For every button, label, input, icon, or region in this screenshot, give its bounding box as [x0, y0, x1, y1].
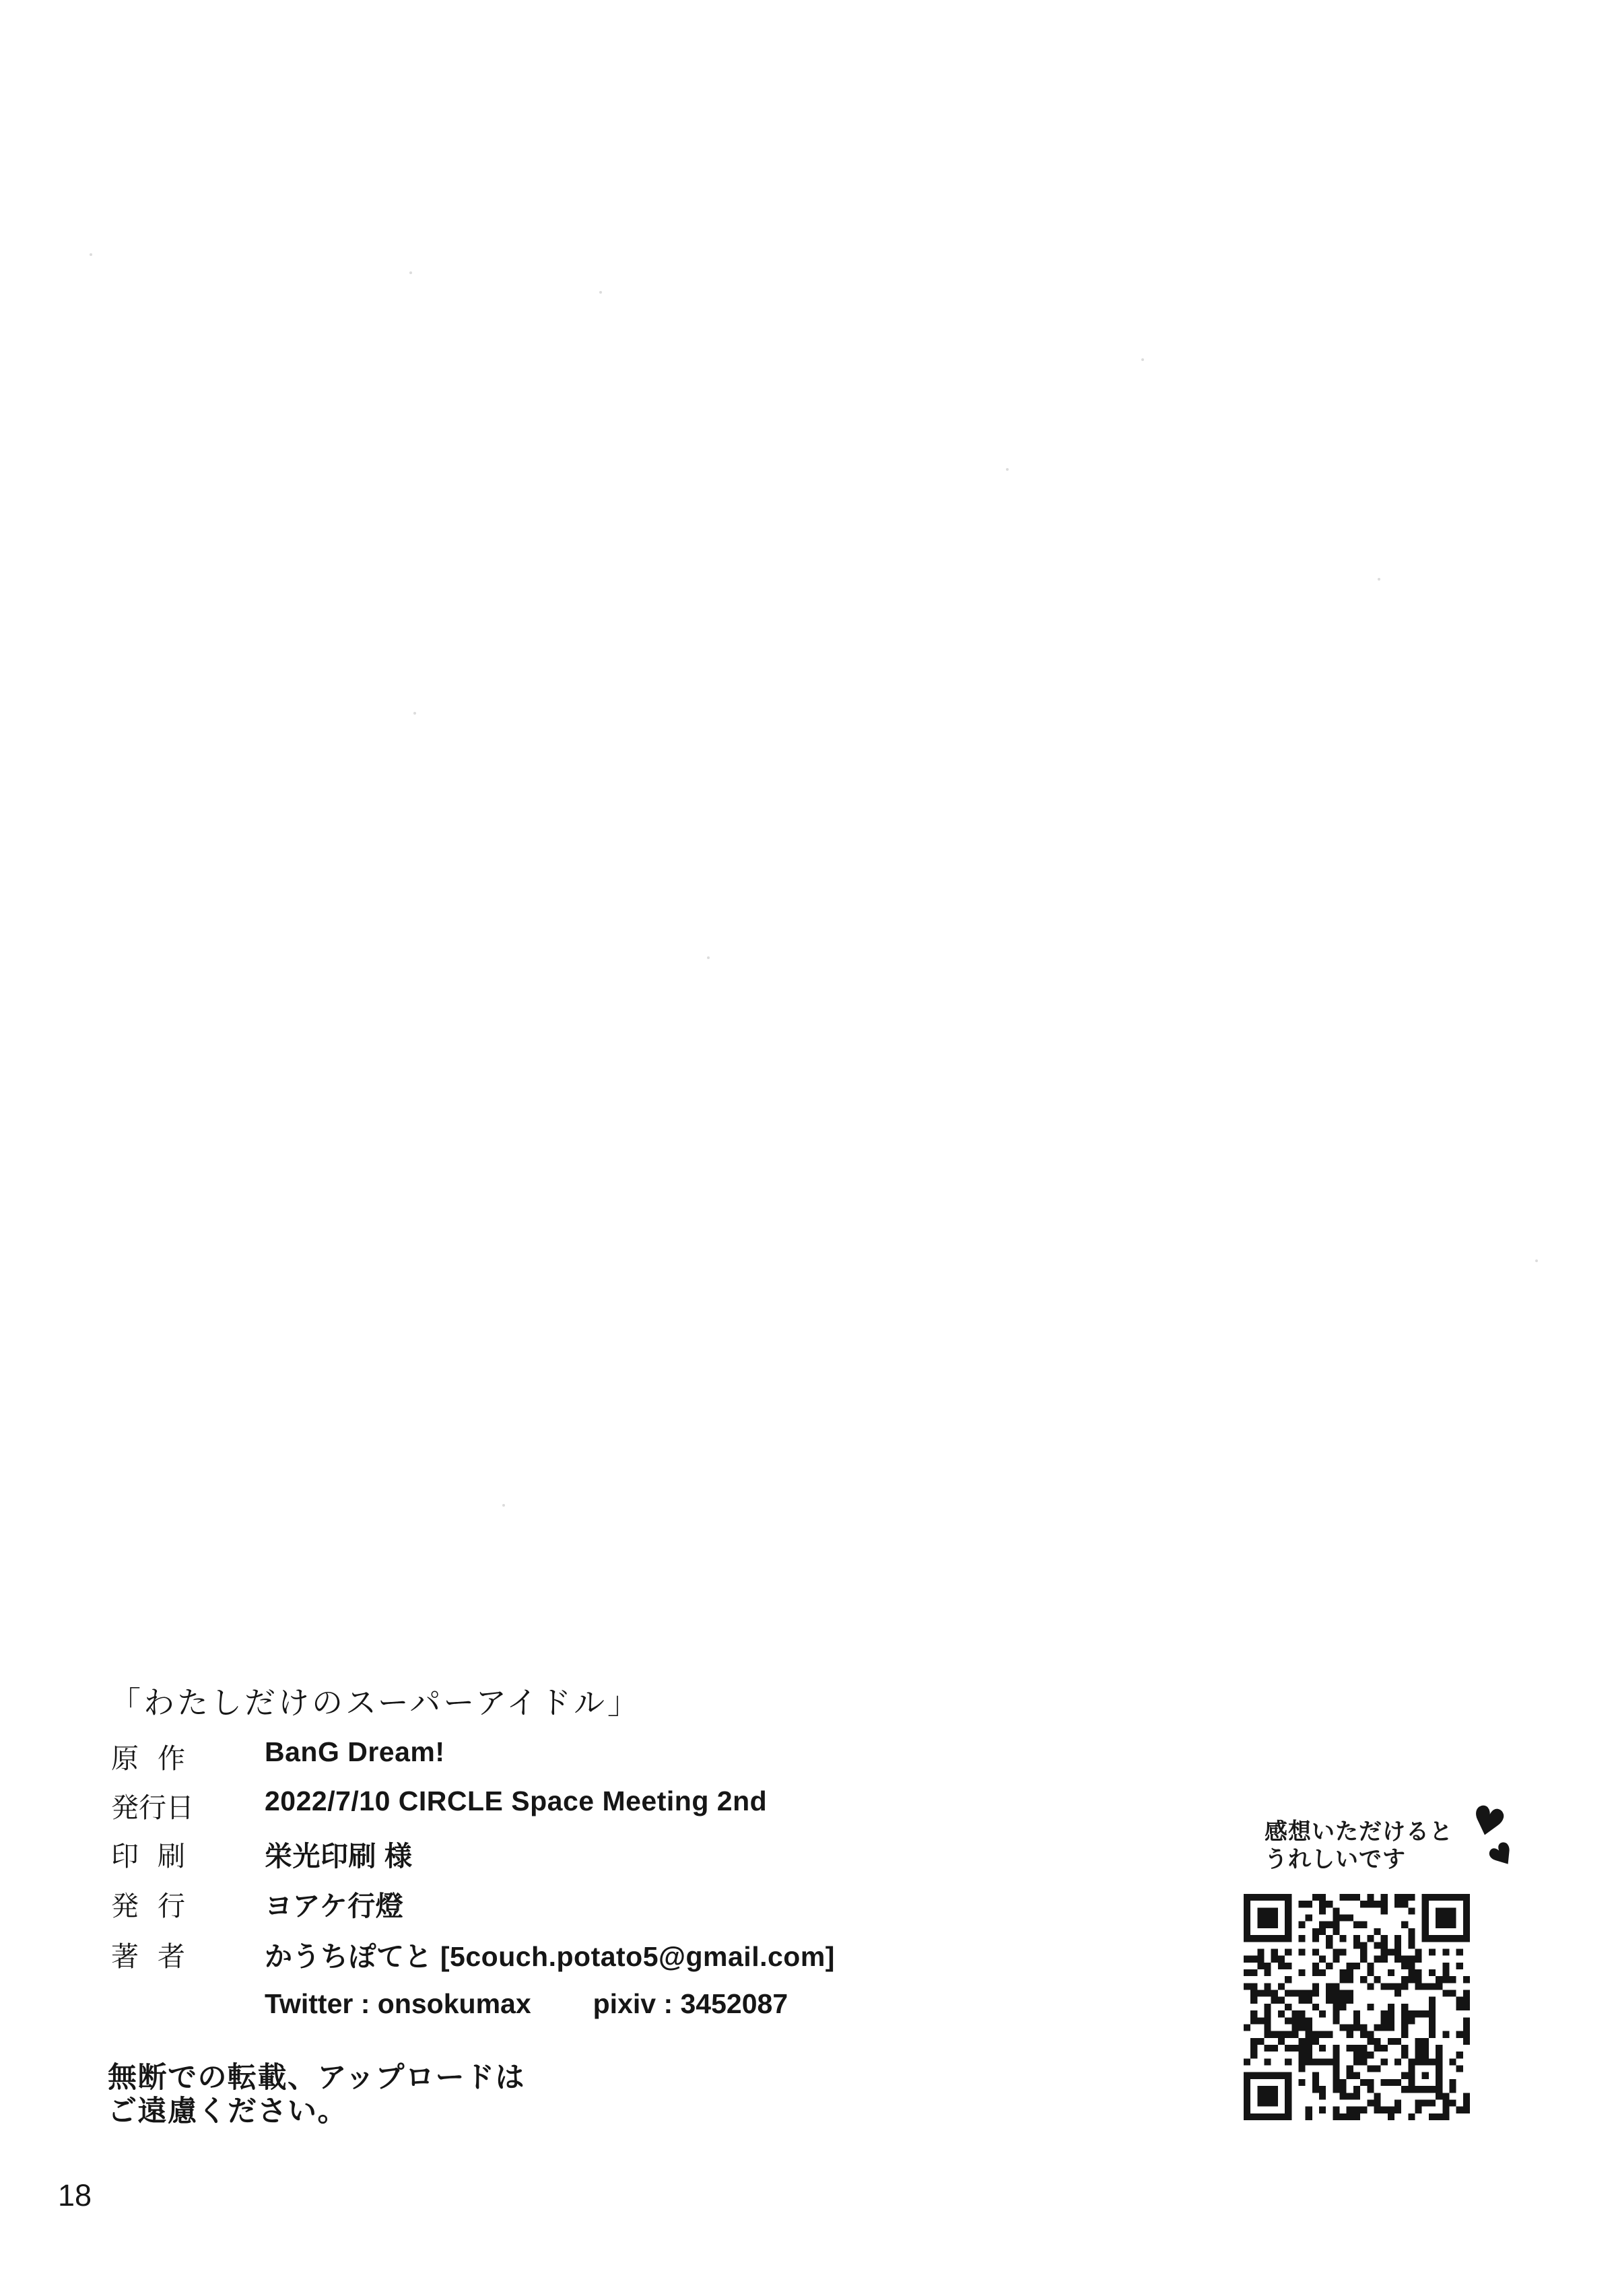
qr-code — [1244, 1894, 1470, 2120]
credit-label: 印 刷 — [111, 1841, 185, 1872]
credit-value: BanG Dream! — [265, 1736, 445, 1767]
feedback-caption-line: 感想いただけると — [1265, 1818, 1453, 1845]
credit-row-publication-date — [111, 1785, 767, 1825]
credit-value: かうちぽてと [5couch.potato5@gmail.com] — [265, 1941, 835, 1972]
scan-speck — [1141, 358, 1144, 361]
author-social-accounts — [265, 1988, 788, 2020]
credit-value: ヨアケ行燈 — [265, 1891, 404, 1922]
scan-speck — [90, 253, 92, 256]
credit-label: 発 行 — [111, 1891, 185, 1922]
scan-speck — [502, 1504, 505, 1507]
credit-value: 栄光印刷 様 — [265, 1841, 413, 1872]
scan-speck — [1006, 468, 1009, 471]
scan-speck — [599, 291, 602, 294]
credit-label: 著 者 — [111, 1941, 185, 1972]
scan-speck — [409, 271, 412, 274]
credit-row-printer — [111, 1834, 412, 1874]
twitter-handle: Twitter : onsokumax — [265, 1988, 531, 2019]
credit-row-author — [111, 1934, 835, 1974]
heart-icon: ♥ — [1465, 1795, 1511, 1849]
page-number: 18 — [58, 2178, 92, 2212]
notice-line: 無断での転載、アップロードは — [108, 2062, 525, 2094]
notice-line: ご遠慮ください。 — [108, 2095, 347, 2128]
credit-label: 発 行 日 — [111, 1792, 194, 1823]
pixiv-id: pixiv : 3452087 — [593, 1988, 788, 2019]
credit-row-publisher — [111, 1884, 403, 1924]
scan-speck — [1535, 1259, 1538, 1262]
heart-icon: ♥ — [1481, 1834, 1524, 1878]
feedback-caption — [1265, 1818, 1453, 1874]
credit-row-original-work — [111, 1736, 445, 1776]
scan-speck — [413, 712, 416, 715]
reproduction-notice — [108, 2061, 525, 2128]
feedback-caption-line: うれしいです — [1265, 1846, 1406, 1873]
book-title: 「わたしだけのスーパーアイドル」 — [110, 1685, 641, 1720]
credit-value: 2022/7/10 CIRCLE Space Meeting 2nd — [265, 1785, 768, 1816]
credit-label: 原 作 — [111, 1743, 185, 1774]
scan-speck — [707, 956, 710, 959]
scan-speck — [1378, 578, 1380, 581]
